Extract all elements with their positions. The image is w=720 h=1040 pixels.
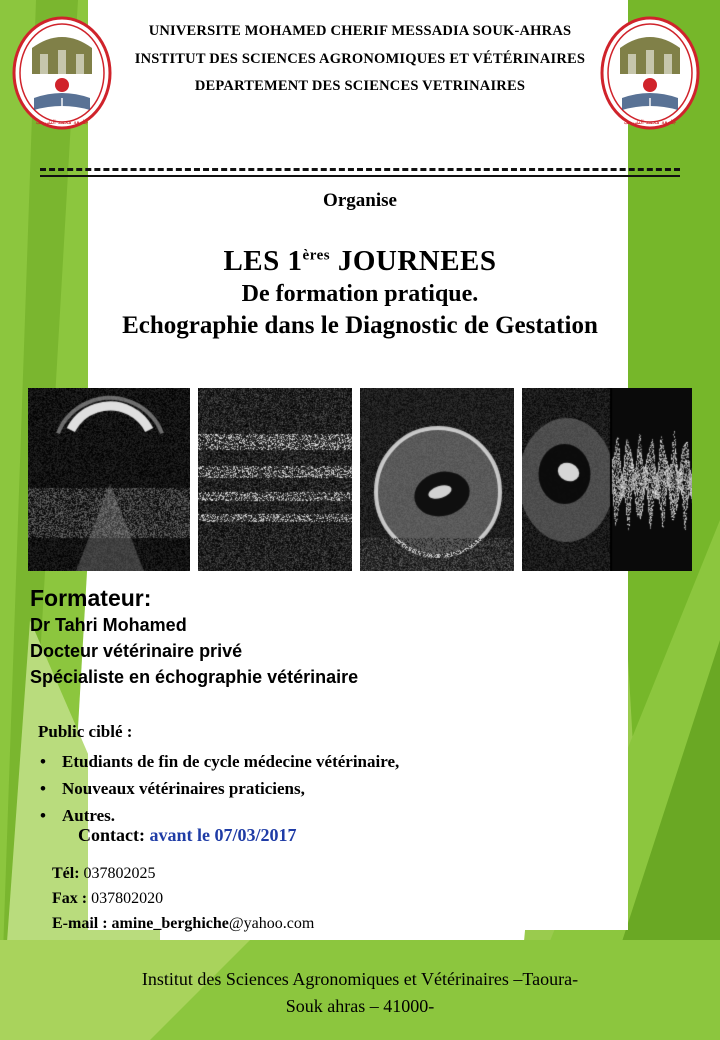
- contact-email-label: E-mail :: [52, 914, 108, 932]
- title-line-1-pre: LES 1: [223, 245, 303, 277]
- trainer-section: [30, 585, 530, 690]
- ultrasound-image-1: [28, 388, 190, 571]
- title-line-3: Echographie dans le Diagnostic de Gestation: [122, 312, 598, 339]
- university-seal-logo: [598, 14, 702, 132]
- contact-deadline-date: avant le 07/03/2017: [149, 825, 297, 845]
- ultrasound-image-2: [198, 388, 352, 571]
- contact-details: [52, 862, 314, 936]
- contact-email: [52, 912, 314, 937]
- list-item-label: Nouveaux vétérinaires praticiens,: [62, 779, 305, 799]
- organise-label: Organise: [323, 190, 397, 211]
- trainer-heading: Formateur:: [30, 585, 152, 611]
- contact-phone-label: Tél:: [52, 865, 80, 882]
- event-title: [0, 245, 720, 340]
- list-item: [38, 748, 558, 775]
- bullet-icon: •: [40, 779, 46, 799]
- footer-line-2: Souk ahras – 41000-: [285, 996, 435, 1016]
- title-line-1-post: JOURNEES: [330, 245, 497, 277]
- title-line-2: De formation pratique.: [241, 281, 479, 307]
- list-item: [38, 775, 558, 802]
- target-audience-section: [38, 722, 558, 830]
- contact-phone-value: 037802025: [83, 865, 156, 882]
- trainer-speciality: Spécialiste en échographie vétérinaire: [30, 667, 359, 688]
- footer-address: [0, 966, 720, 1020]
- university-seal-logo: [10, 14, 114, 132]
- contact-fax-value: 037802020: [91, 889, 164, 907]
- trainer-name: Dr Tahri Mohamed: [30, 615, 187, 635]
- divider-rule: [40, 168, 680, 178]
- contact-fax-label: Fax :: [52, 889, 88, 907]
- trainer-role: Docteur vétérinaire privé: [30, 641, 243, 662]
- contact-deadline: [78, 825, 296, 846]
- bullet-icon: •: [40, 806, 46, 826]
- ultrasound-image-3: [360, 388, 514, 571]
- header-line-university: UNIVERSITE MOHAMED CHERIF MESSADIA SOUK-AHRAS: [148, 23, 572, 39]
- contact-email-domain: @yahoo.com: [228, 914, 315, 932]
- list-item-label: Etudiants de fin de cycle médecine vétérinaire,: [62, 752, 400, 771]
- contact-email-user: amine_berghiche: [111, 914, 229, 932]
- list-item-label: Autres.: [62, 806, 116, 826]
- ultrasound-image-strip: [28, 388, 692, 571]
- header-line-department: DEPARTEMENT DES SCIENCES VETRINAIRES: [194, 78, 526, 95]
- contact-phone: [52, 862, 314, 887]
- target-audience-heading: Public ciblé :: [38, 722, 133, 741]
- contact-label: Contact:: [78, 825, 145, 845]
- bullet-icon: •: [40, 752, 46, 771]
- footer-line-1: Institut des Sciences Agronomiques et Vétérinaires –Taoura-: [141, 969, 579, 989]
- ultrasound-image-4: [522, 388, 692, 571]
- title-line-1-sup: ères: [302, 247, 331, 264]
- svg-text:جامعة محمد الشريف: جامعة محمد الشريف: [35, 119, 89, 126]
- svg-text:جامعة محمد الشريف: جامعة محمد الشريف: [623, 119, 677, 126]
- header-line-institute: INSTITUT DES SCIENCES AGRONOMIQUES ET VÉTÉRINAIRES: [134, 50, 586, 67]
- contact-fax: [52, 887, 314, 912]
- title-line-1: [0, 245, 720, 278]
